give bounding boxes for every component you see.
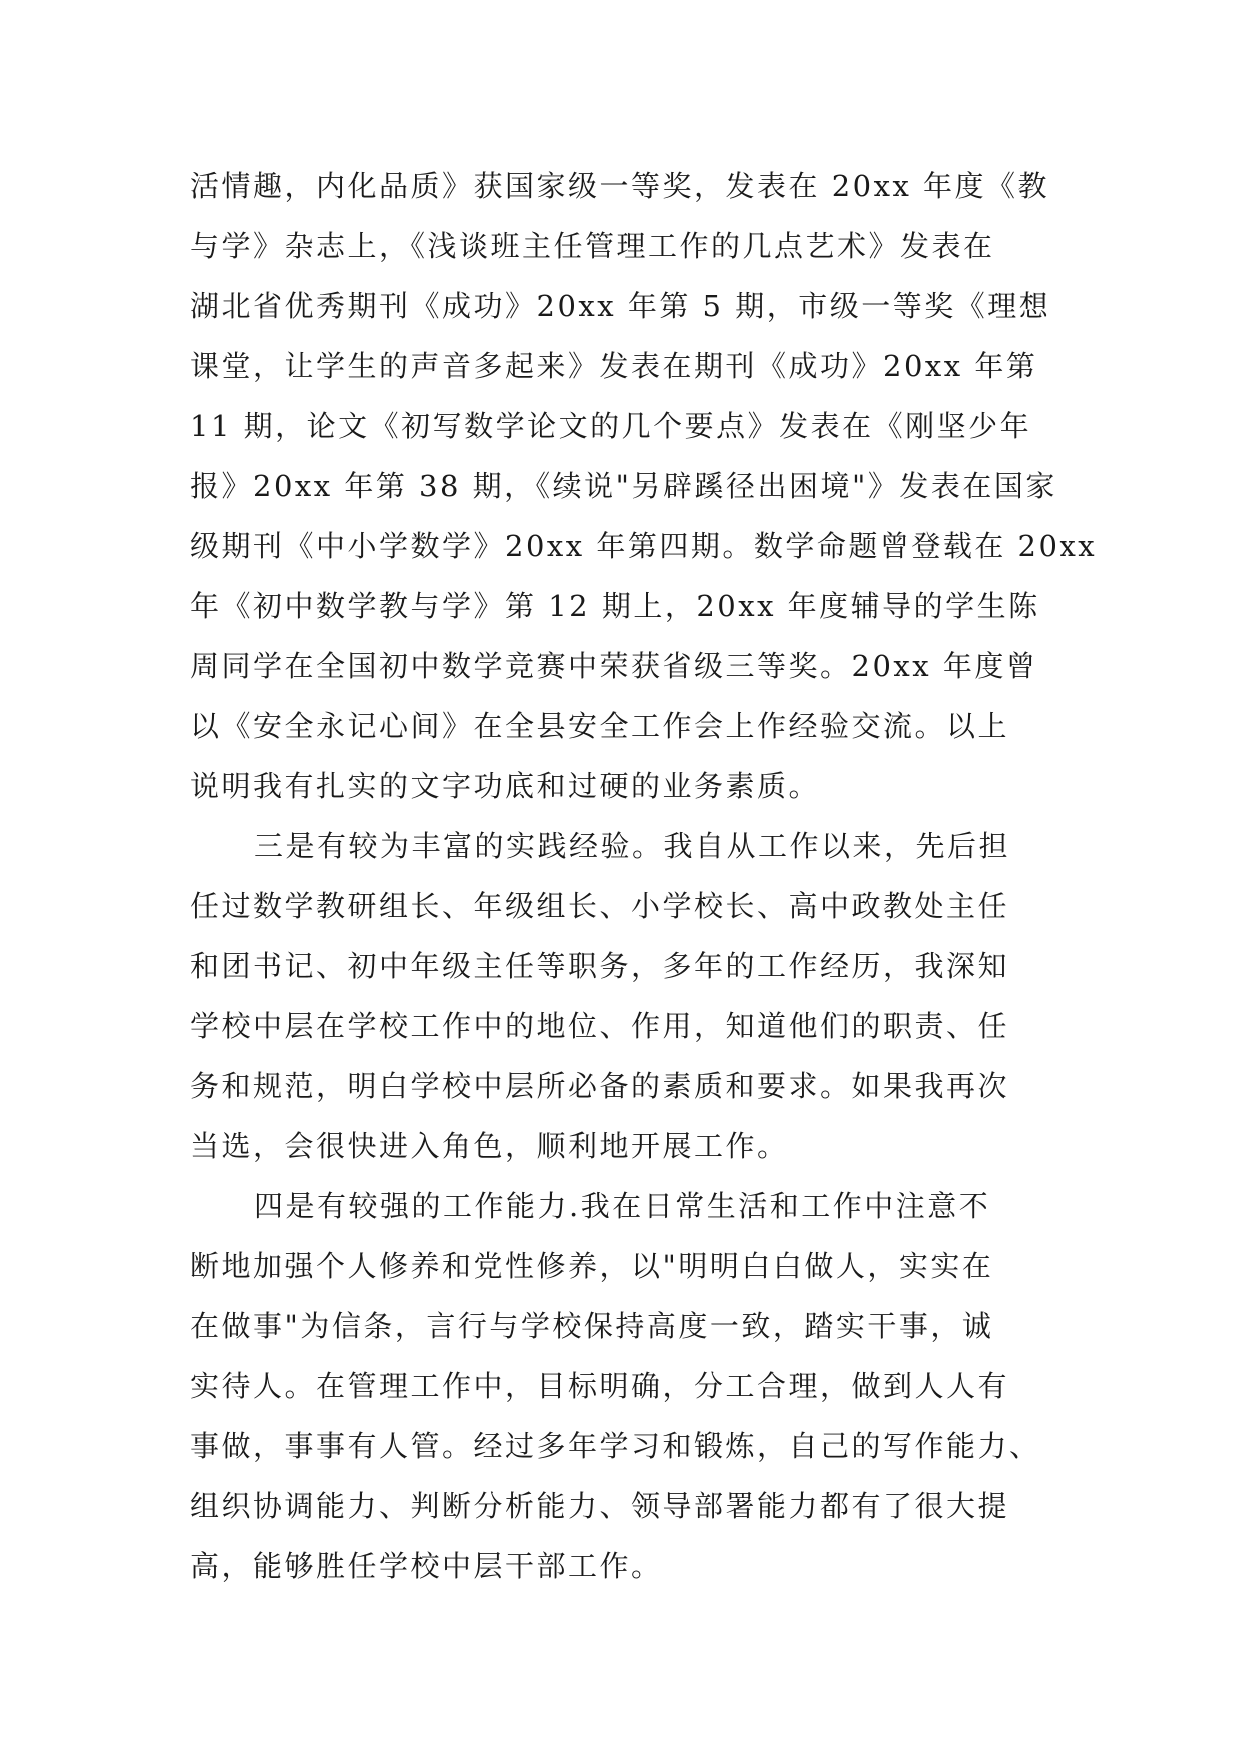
paragraph-line: 年《初中数学教与学》第 12 期上，20xx 年度辅导的学生陈 [190, 589, 1040, 623]
paragraph-line: 在做事"为信条，言行与学校保持高度一致，踏实干事，诚 [190, 1309, 994, 1343]
paragraph-line: 说明我有扎实的文字功底和过硬的业务素质。 [190, 769, 821, 803]
document-body [190, 156, 1098, 1596]
paragraph-line: 务和规范，明白学校中层所必备的素质和要求。如果我再次 [190, 1069, 1010, 1103]
paragraph-line: 湖北省优秀期刊《成功》20xx 年第 5 期，市级一等奖《理想 [190, 289, 1051, 323]
paragraph-line: 当选，会很快进入角色，顺利地开展工作。 [190, 1129, 789, 1163]
paragraph-first-line: 四是有较强的工作能力.我在日常生活和工作中注意不 [254, 1189, 991, 1223]
paragraph-line: 课堂，让学生的声音多起来》发表在期刊《成功》20xx 年第 [190, 349, 1038, 383]
paragraph-line: 周同学在全国初中数学竞赛中荣获省级三等奖。20xx 年度曾 [190, 649, 1038, 683]
paragraph-line: 事做，事事有人管。经过多年学习和锻炼，自己的写作能力、 [190, 1429, 1041, 1463]
paragraph-line: 以《安全永记心间》在全县安全工作会上作经验交流。以上 [190, 709, 1010, 743]
paragraph-line: 任过数学教研组长、年级组长、小学校长、高中政教处主任 [190, 889, 1010, 923]
paragraph-line: 报》20xx 年第 38 期，《续说"另辟蹊径出困境"》发表在国家 [190, 469, 1057, 503]
paragraph-line: 断地加强个人修养和党性修养，以"明明白白做人，实实在 [190, 1249, 994, 1283]
paragraph-line: 实待人。在管理工作中，目标明确，分工合理，做到人人有 [190, 1369, 1010, 1403]
paragraph-line: 高，能够胜任学校中层干部工作。 [190, 1549, 663, 1583]
paragraph-line: 学校中层在学校工作中的地位、作用，知道他们的职责、任 [190, 1009, 1010, 1043]
paragraph-line: 11 期，论文《初写数学论文的几个要点》发表在《刚坚少年 [190, 409, 1032, 443]
paragraph-line: 组织协调能力、判断分析能力、领导部署能力都有了很大提 [190, 1489, 1010, 1523]
paragraph-first-line: 三是有较为丰富的实践经验。我自从工作以来，先后担 [254, 829, 1011, 863]
paragraph-line: 级期刊《中小学数学》20xx 年第四期。数学命题曾登载在 20xx [190, 529, 1098, 563]
paragraph-line: 与学》杂志上，《浅谈班主任管理工作的几点艺术》发表在 [190, 229, 995, 263]
paragraph-line: 和团书记、初中年级主任等职务，多年的工作经历，我深知 [190, 949, 1010, 983]
paragraph-line: 活情趣，内化品质》获国家级一等奖，发表在 20xx 年度《教 [190, 169, 1050, 203]
